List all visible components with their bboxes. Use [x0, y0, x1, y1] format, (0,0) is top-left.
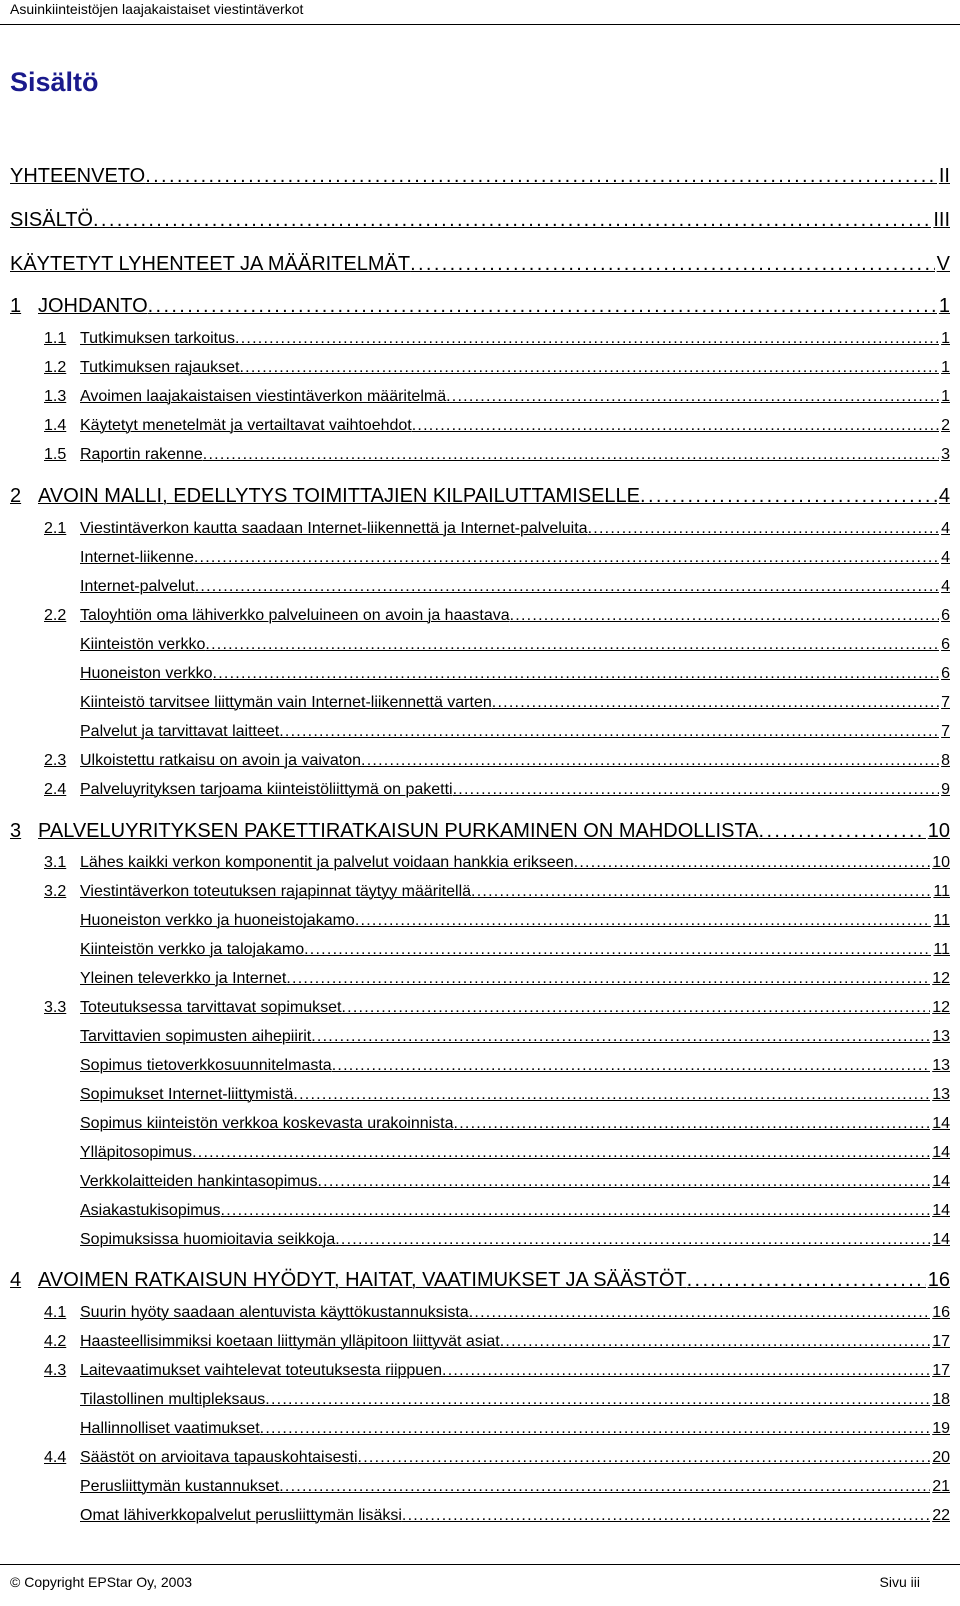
toc-entry-page: 17: [932, 1333, 950, 1350]
toc-entry[interactable]: [0, 875, 950, 901]
toc-entry[interactable]: [0, 1412, 950, 1438]
toc-entry-page: 16: [932, 1304, 950, 1321]
toc-entry-page: 19: [932, 1420, 950, 1437]
toc-entry-number: 1.4: [44, 417, 67, 434]
toc-entry-page: 11: [933, 883, 950, 900]
toc-entry-page: 7: [941, 723, 950, 740]
toc-dot-leader: [588, 520, 940, 538]
toc-entry-number: 1.3: [44, 388, 67, 405]
toc-dot-leader: [640, 485, 937, 508]
toc-entry-page: 14: [932, 1202, 950, 1219]
running-header: Asuinkiinteistöjen laajakaistaiset viestintäverkot: [10, 1, 304, 17]
toc-entry-page: 10: [932, 854, 950, 871]
toc-dot-leader: [286, 970, 930, 988]
toc-entry-page: 13: [932, 1028, 950, 1045]
toc-entry[interactable]: [0, 933, 950, 959]
header-rule: [0, 24, 960, 25]
toc-entry[interactable]: [0, 817, 950, 843]
toc-dot-leader: [279, 1478, 930, 1496]
page-title: Sisältö: [10, 67, 99, 97]
toc-entry-number: 3.3: [44, 999, 67, 1016]
toc-entry-title: Haasteellisimmiksi koetaan liittymän ylläpitoon liittyvät asiat: [80, 1333, 500, 1350]
toc-entry-title: Toteutuksessa tarvittavat sopimukset: [80, 999, 342, 1016]
toc-entry-number: 1.5: [44, 446, 67, 463]
toc-dot-leader: [453, 781, 939, 799]
toc-dot-leader: [574, 854, 931, 872]
toc-entry[interactable]: [0, 846, 950, 872]
toc-dot-leader: [279, 723, 939, 741]
toc-entry-title: Internet-liikenne: [80, 549, 194, 566]
toc-dot-leader: [446, 388, 939, 406]
toc-dot-leader: [260, 1420, 931, 1438]
toc-dot-leader: [293, 1086, 930, 1104]
toc-dot-leader: [402, 1507, 930, 1525]
toc-dot-leader: [235, 330, 939, 348]
toc-entry-title: Kiinteistö tarvitsee liittymän vain Internet-liikennettä varten: [80, 694, 492, 711]
toc-dot-leader: [317, 1173, 930, 1191]
toc-entry-number: 3: [10, 820, 22, 842]
toc-entry-number: 1: [10, 295, 22, 317]
toc-entry[interactable]: [0, 1441, 950, 1467]
toc-entry-title: YHTEENVETO: [10, 165, 146, 187]
toc-entry-number: 2.2: [44, 607, 67, 624]
toc-entry-page: 2: [941, 417, 950, 434]
toc-entry-number: 2.1: [44, 520, 67, 537]
toc-entry-page: 13: [932, 1086, 950, 1103]
toc-entry[interactable]: [0, 599, 950, 625]
toc-entry[interactable]: [0, 991, 950, 1017]
toc-entry-number: 4.3: [44, 1362, 67, 1379]
toc-entry-number: 3.2: [44, 883, 67, 900]
toc-entry-title: Ulkoistettu ratkaisu on avoin ja vaivaton: [80, 752, 362, 769]
toc-entry-number: 2: [10, 485, 22, 507]
toc-entry[interactable]: [0, 1499, 950, 1525]
toc-entry-title: AVOIMEN RATKAISUN HYÖDYT, HAITAT, VAATIMUKSET JA SÄÄSTÖT: [38, 1269, 687, 1291]
toc-entry-page: 20: [932, 1449, 950, 1466]
toc-dot-leader: [194, 549, 939, 567]
toc-entry-page: 6: [941, 636, 950, 653]
toc-dot-leader: [148, 295, 937, 318]
toc-entry[interactable]: [0, 1325, 950, 1351]
toc-entry-title: Suurin hyöty saadaan alentuvista käyttökustannuksista: [80, 1304, 469, 1321]
toc-entry-page: 12: [932, 999, 950, 1016]
toc-entry-page: 7: [941, 694, 950, 711]
toc-entry[interactable]: [0, 1136, 950, 1162]
toc-entry[interactable]: [0, 1354, 950, 1380]
toc-entry-number: 4.2: [44, 1333, 67, 1350]
toc-dot-leader: [332, 1057, 931, 1075]
toc-entry-title: Avoimen laajakaistaisen viestintäverkon määritelmä: [80, 388, 447, 405]
toc-entry-page: 18: [932, 1391, 950, 1408]
toc-entry[interactable]: [0, 962, 950, 988]
toc-entry-page: 10: [927, 820, 950, 842]
toc-entry[interactable]: [0, 1470, 950, 1496]
toc-entry-title: JOHDANTO: [38, 295, 148, 317]
toc-entry-title: Tilastollinen multipleksaus: [80, 1391, 266, 1408]
toc-dot-leader: [510, 607, 939, 625]
toc-dot-leader: [412, 417, 939, 435]
toc-entry-title: AVOIN MALLI, EDELLYTYS TOIMITTAJIEN KILPAILUTTAMISELLE: [38, 485, 641, 507]
toc-entry-page: II: [938, 165, 950, 187]
toc-entry[interactable]: [0, 1049, 950, 1075]
toc-entry[interactable]: [0, 570, 950, 596]
toc-entry-page: 11: [933, 912, 950, 929]
toc-entry-page: 6: [941, 607, 950, 624]
toc-entry[interactable]: [0, 1107, 950, 1133]
toc-dot-leader: [221, 1202, 931, 1220]
toc-entry[interactable]: [0, 686, 950, 712]
toc-entry-title: Sopimus kiinteistön verkkoa koskevasta urakoinnista: [80, 1115, 454, 1132]
toc-dot-leader: [93, 209, 931, 232]
toc-entry-title: Internet-palvelut: [80, 578, 195, 595]
toc-entry[interactable]: [0, 292, 950, 318]
toc-dot-leader: [205, 636, 939, 654]
toc-entry-title: Lähes kaikki verkon komponentit ja palvelut voidaan hankkia erikseen: [80, 854, 574, 871]
toc-dot-leader: [500, 1333, 930, 1351]
toc-dot-leader: [471, 883, 931, 901]
toc-entry-title: Viestintäverkon toteutuksen rajapinnat täytyy määritellä: [80, 883, 472, 900]
toc-entry[interactable]: [0, 773, 950, 799]
toc-entry[interactable]: [0, 744, 950, 770]
toc-entry-page: 4: [938, 485, 950, 507]
toc-entry[interactable]: [0, 1194, 950, 1220]
toc-entry-title: Ylläpitosopimus: [80, 1144, 193, 1161]
toc-entry-title: Laitevaatimukset vaihtelevat toteutuksesta riippuen: [80, 1362, 442, 1379]
toc-entry[interactable]: [0, 1383, 950, 1409]
toc-dot-leader: [239, 359, 939, 377]
toc-entry[interactable]: [0, 904, 950, 930]
toc-entry-page: 6: [941, 665, 950, 682]
toc-entry-title: Taloyhtiön oma lähiverkko palveluineen on avoin ja haastava: [80, 607, 510, 624]
toc-entry-title: Käytetyt menetelmät ja vertailtavat vaihtoehdot: [80, 417, 412, 434]
toc-entry[interactable]: [0, 1296, 950, 1322]
toc-entry-number: 1.2: [44, 359, 67, 376]
toc-entry-number: 2.4: [44, 781, 67, 798]
toc-entry-page: 4: [941, 578, 950, 595]
toc-entry[interactable]: [0, 628, 950, 654]
toc-entry[interactable]: [0, 162, 950, 188]
toc-entry-title: Sopimus tietoverkkosuunnitelmasta: [80, 1057, 332, 1074]
toc-entry[interactable]: [0, 1020, 950, 1046]
toc-dot-leader: [687, 1269, 926, 1292]
toc-dot-leader: [492, 694, 939, 712]
toc-entry-title: Sopimukset Internet-liittymistä: [80, 1086, 294, 1103]
toc-entry-title: Kiinteistön verkko ja talojakamo: [80, 941, 305, 958]
toc-entry-title: KÄYTETYT LYHENTEET JA MÄÄRITELMÄT: [10, 253, 411, 275]
toc-entry-page: 21: [932, 1478, 950, 1495]
toc-entry-page: V: [936, 253, 950, 275]
toc-entry-title: Asiakastukisopimus: [80, 1202, 221, 1219]
toc-entry[interactable]: [0, 351, 950, 377]
toc-entry-page: III: [933, 209, 950, 231]
toc-entry-title: PALVELUYRITYKSEN PAKETTIRATKAISUN PURKAMINEN ON MAHDOLLISTA: [38, 820, 759, 842]
toc-entry-page: 1: [941, 388, 950, 405]
toc-entry-page: 1: [941, 359, 950, 376]
toc-entry-title: Tutkimuksen rajaukset: [80, 359, 240, 376]
toc-entry-title: Tarvittavien sopimusten aihepiirit: [80, 1028, 312, 1045]
toc-entry[interactable]: [0, 1165, 950, 1191]
toc-entry-number: 4.1: [44, 1304, 67, 1321]
toc-entry-page: 22: [932, 1507, 950, 1524]
toc-entry[interactable]: [0, 322, 950, 348]
toc-dot-leader: [195, 578, 939, 596]
toc-entry-title: SISÄLTÖ: [10, 209, 93, 231]
toc-entry-title: Tutkimuksen tarkoitus: [80, 330, 236, 347]
toc-entry-title: Palveluyrityksen tarjoama kiinteistöliittymä on paketti: [80, 781, 453, 798]
toc-entry[interactable]: [0, 1078, 950, 1104]
toc-entry-title: Säästöt on arvioitava tapauskohtaisesti: [80, 1449, 358, 1466]
toc-entry[interactable]: [0, 482, 950, 508]
toc-entry-page: 14: [932, 1231, 950, 1248]
toc-entry-page: 4: [941, 520, 950, 537]
toc-dot-leader: [759, 820, 926, 843]
toc-entry-title: Huoneiston verkko: [80, 665, 213, 682]
toc-entry-title: Huoneiston verkko ja huoneistojakamo: [80, 912, 355, 929]
toc-entry-title: Hallinnolliset vaatimukset: [80, 1420, 260, 1437]
toc-dot-leader: [192, 1144, 930, 1162]
toc-dot-leader: [335, 1231, 930, 1249]
toc-entry-page: 11: [933, 941, 950, 958]
toc-entry-title: Yleinen televerkko ja Internet: [80, 970, 287, 987]
toc-dot-leader: [311, 1028, 930, 1046]
toc-entry[interactable]: [0, 541, 950, 567]
toc-entry[interactable]: [0, 1223, 950, 1249]
toc-entry-number: 4.4: [44, 1449, 67, 1466]
toc-entry-number: 2.3: [44, 752, 67, 769]
toc-dot-leader: [454, 1115, 931, 1133]
toc-entry[interactable]: [0, 438, 950, 464]
toc-entry-page: 14: [932, 1173, 950, 1190]
toc-dot-leader: [213, 665, 940, 683]
toc-entry-page: 12: [932, 970, 950, 987]
toc-dot-leader: [203, 446, 939, 464]
toc-entry-title: Palvelut ja tarvittavat laitteet: [80, 723, 280, 740]
toc-entry[interactable]: [0, 206, 950, 232]
toc-entry-number: 4: [10, 1269, 22, 1291]
toc-dot-leader: [355, 912, 932, 930]
toc-entry-title: Viestintäverkon kautta saadaan Internet-liikennettä ja Internet-palveluita: [80, 520, 588, 537]
toc-dot-leader: [341, 999, 930, 1017]
toc-entry-page: 3: [941, 446, 950, 463]
toc-entry-title: Omat lähiverkkopalvelut perusliittymän lisäksi: [80, 1507, 402, 1524]
toc-entry-page: 8: [941, 752, 950, 769]
toc-entry[interactable]: [0, 409, 950, 435]
toc-entry-page: 17: [932, 1362, 950, 1379]
toc-dot-leader: [358, 1449, 931, 1467]
toc-entry-title: Verkkolaitteiden hankintasopimus: [80, 1173, 318, 1190]
toc-entry[interactable]: [0, 380, 950, 406]
toc-entry-title: Kiinteistön verkko: [80, 636, 206, 653]
toc-entry-page: 16: [927, 1269, 950, 1291]
toc-entry-number: 3.1: [44, 854, 67, 871]
page-number: Sivu iii: [879, 1574, 920, 1590]
toc-entry[interactable]: [0, 1266, 950, 1292]
toc-entry-title: Raportin rakenne: [80, 446, 203, 463]
toc-dot-leader: [304, 941, 931, 959]
toc-entry-page: 1: [941, 330, 950, 347]
toc-entry-page: 4: [941, 549, 950, 566]
toc-entry[interactable]: [0, 715, 950, 741]
toc-entry-page: 13: [932, 1057, 950, 1074]
toc-entry[interactable]: [0, 657, 950, 683]
toc-entry-page: 1: [938, 295, 950, 317]
copyright-notice: © Copyright EPStar Oy, 2003: [10, 1574, 193, 1590]
toc-entry-title: Perusliittymän kustannukset: [80, 1478, 280, 1495]
toc-entry[interactable]: [0, 250, 950, 276]
toc-dot-leader: [442, 1362, 930, 1380]
footer-rule: [0, 1564, 960, 1565]
toc-dot-leader: [410, 253, 935, 276]
toc-dot-leader: [469, 1304, 931, 1322]
toc-entry-page: 9: [941, 781, 950, 798]
toc-dot-leader: [145, 165, 937, 188]
toc-entry-page: 14: [932, 1115, 950, 1132]
toc-entry[interactable]: [0, 512, 950, 538]
toc-dot-leader: [265, 1391, 930, 1409]
toc-entry-number: 1.1: [44, 330, 67, 347]
toc-entry-title: Sopimuksissa huomioitavia seikkoja: [80, 1231, 336, 1248]
toc-dot-leader: [361, 752, 939, 770]
toc-entry-page: 14: [932, 1144, 950, 1161]
